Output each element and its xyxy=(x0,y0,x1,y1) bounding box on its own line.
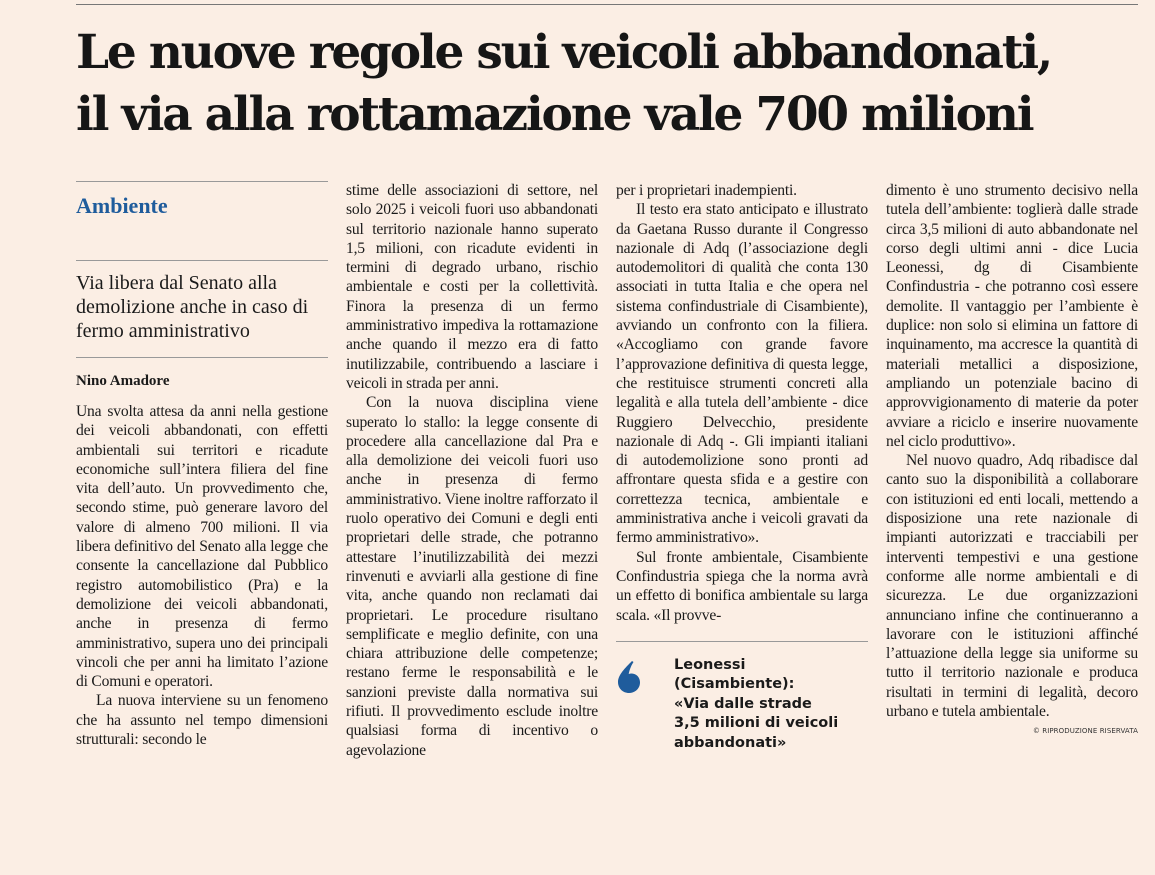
column-rule xyxy=(76,181,328,182)
pull-quote-line: abbandonati» xyxy=(674,734,787,751)
headline xyxy=(76,22,1146,146)
column-4 xyxy=(886,181,1138,735)
body-paragraph: dimento è uno strumento decisivo nella tutela dell’ambiente: toglierà dalle strade circa 3,5 milioni di auto abbandonate nel corso degli ultimi anni - dice Lucia Leonessi, dg di Cisambiente Confindustria - che potranno così essere demolite. Il vantaggio per l’ambiente è duplice: non solo si elimina un fattore di inquinamento, ma accresce la quantità di materiali metallici a disposizione, ampliando un potenziale bacino di approvvigionamento di materie da poter avviare a riciclo e inserire nuovamente nel ciclo produttivo». xyxy=(886,182,1138,450)
copyright-notice: © RIPRODUZIONE RISERVATA xyxy=(1032,727,1138,736)
body-paragraph: Sul fronte ambientale, Cisambiente Confindustria spiega che la norma avrà un effetto di bonifica ambientale su larga scala. «Il provve- xyxy=(616,548,868,624)
subtitle: Via libera dal Senato alla demolizione anche in caso di fermo amministrativo xyxy=(76,272,309,342)
pull-quote xyxy=(616,641,868,754)
body-paragraph: Nel nuovo quadro, Adq ribadisce dal canto suo la disponibilità a collaborare con istituzioni ed enti locali, mettendo a disposizione una rete nazionale di impianti autorizzati e tracciabili per interventi tempestivi e una gestione conforme alle norme ambientali e di sicurezza. Le due organizzazioni annunciano infine che continueranno a lavorare con le istituzioni affinché l’attuazione della legge sia uniforme su tutto il territorio nazionale e produca risultati in termini di legalità, decoro urbano e tutela ambientale. xyxy=(886,452,1138,721)
body-paragraph: Con la nuova disciplina viene superato lo stallo: la legge consente di procedere alla cancellazione dal Pra e alla demolizione dei veicoli fuori uso anche in presenza di fermo amministrativo. Viene inoltre rafforzato il ruolo operativo dei Comuni e degli enti proprietari delle strade, che potranno attestare l’inutilizzabilità dei mezzi rinvenuti e avviarli alla gestione di fine vita, anche quando non reclamati dai proprietari. Le procedure risultano semplificate e meglio definite, con una chiara attribuzione delle competenze; restano ferme le responsabilità e le sanzioni previste dalla normativa sui rifiuti. Il provvedimento esclude inoltre qualsiasi forma di incentivo o agevolazione xyxy=(346,394,598,759)
pull-quote-line: (Cisambiente): xyxy=(674,676,795,693)
column-2 xyxy=(346,181,598,760)
body-paragraph: La nuova interviene su un fenomeno che ha assunto nel tempo dimensioni strutturali: secondo le xyxy=(76,692,328,749)
column-1 xyxy=(76,181,328,749)
body-paragraph: Il testo era stato anticipato e illustrato da Gaetana Russo durante il Congresso nazionale di Adq (l’associazione degli autodemolitori di qualità che conta 130 associati in tutta Italia e che opera nel sistema confindustriale di Cisambiente), avviando un confronto con la filiera. «Accogliamo con grande favore l’approvazione definitiva di questa legge, che restituisce strumenti concreti alla legalità e alla tutela dell’ambiente - dice Ruggiero Delvecchio, presidente nazionale di Adq -. Gli impianti italiani di autodemolizione sono pronti ad affrontare questa sfida e a gestire con correttezza tecnica, ambientale e amministrativa anche i veicoli gravati da fermo amministrativo». xyxy=(616,201,868,547)
body-paragraph: per i proprietari inadempienti. xyxy=(616,182,797,199)
pull-quote-text xyxy=(674,656,854,754)
body-paragraph: stime delle associazioni di settore, nel solo 2025 i veicoli fuori uso abbandonati sul territorio nazionale hanno superato 1,5 milioni, con ricadute evidenti in termini di degrado urbano, rischio ambientale e costi per la collettività. Finora la presenza di un fermo amministrativo impediva la rottamazione anche quando il mezzo era di fatto inutilizzabile, contribuendo a lasciare i veicoli in strada per anni. xyxy=(346,182,598,392)
headline-line-1: Le nuove regole sui veicoli abbandonati, xyxy=(76,25,1052,80)
column-rule xyxy=(76,260,328,261)
column-rule xyxy=(76,357,328,358)
pull-quote-line: 3,5 milioni di veicoli xyxy=(674,715,839,732)
body-paragraph: Una svolta attesa da anni nella gestione dei veicoli abbandonati, con effetti ambientali sui territori e ricadute economiche sull’intera filiera del fine vita dell’auto. Un provvedimento che, secondo stime, può generare lavoro del valore di almeno 700 milioni. Il via libera definitivo del Senato alla legge che consente la cancellazione dal Pubblico registro automobilistico (Pra) e la demolizione dei veicoli abbandonati, anche in presenza di fermo amministrativo, supera uno dei principali vincoli che per anni ha limitato l’azione di Comuni e operatori. xyxy=(76,403,328,691)
pull-quote-line: Leonessi xyxy=(674,656,746,673)
top-rule xyxy=(76,4,1138,5)
pull-quote-line: «Via dalle strade xyxy=(674,695,812,712)
quote-drop-icon xyxy=(616,656,674,754)
section-label: Ambiente xyxy=(76,193,168,218)
column-3 xyxy=(616,181,868,753)
author-byline: Nino Amadore xyxy=(76,373,170,389)
headline-line-2: il via alla rottamazione vale 700 milioni xyxy=(76,87,1033,142)
